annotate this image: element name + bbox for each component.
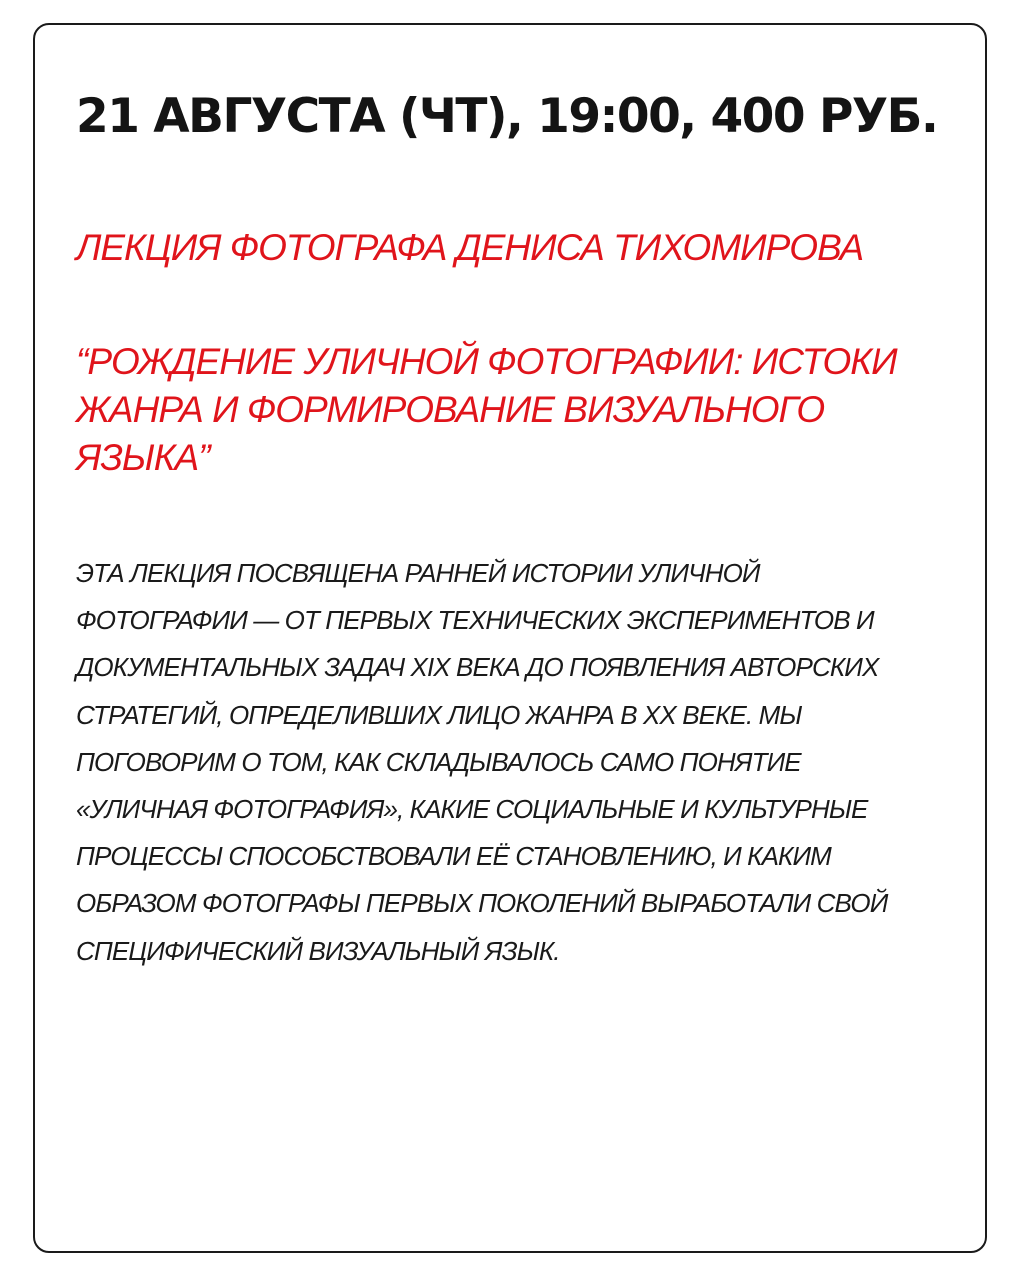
lecture-description xyxy=(76,550,956,975)
description-line: ПРОЦЕССЫ СПОСОБСТВОВАЛИ ЕЁ СТАНОВЛЕНИЮ, И КАКИМ xyxy=(76,841,831,872)
description-line: СТРАТЕГИЙ, ОПРЕДЕЛИВШИХ ЛИЦО ЖАНРА В XX ВЕКЕ. МЫ xyxy=(76,699,802,730)
description-line: ФОТОГРАФИИ — ОТ ПЕРВЫХ ТЕХНИЧЕСКИХ ЭКСПЕРИМЕНТОВ И xyxy=(76,605,874,636)
description-line: ОБРАЗОМ ФОТОГРАФЫ ПЕРВЫХ ПОКОЛЕНИЙ ВЫРАБОТАЛИ СВОЙ xyxy=(76,888,888,919)
description-line: ПОГОВОРИМ О ТОМ, КАК СКЛАДЫВАЛОСЬ САМО ПОНЯТИЕ xyxy=(76,746,801,777)
description-line: ЭТА ЛЕКЦИЯ ПОСВЯЩЕНА РАННЕЙ ИСТОРИИ УЛИЧНОЙ xyxy=(76,558,760,588)
description-line: «УЛИЧНАЯ ФОТОГРАФИЯ», КАКИЕ СОЦИАЛЬНЫЕ И КУЛЬТУРНЫЕ xyxy=(76,794,868,825)
description-line: ДОКУМЕНТАЛЬНЫХ ЗАДАЧ XIX ВЕКА ДО ПОЯВЛЕНИЯ АВТОРСКИХ xyxy=(76,652,879,683)
lecture-title: “РОЖДЕНИЕ УЛИЧНОЙ ФОТОГРАФИИ: ИСТОКИ ЖАНРА И ФОРМИРОВАНИЕ ВИЗУАЛЬНОГО ЯЗЫКА” xyxy=(76,341,897,478)
lecturer-subtitle: ЛЕКЦИЯ ФОТОГРАФА ДЕНИСА ТИХОМИРОВА xyxy=(76,227,864,268)
description-line: СПЕЦИФИЧЕСКИЙ ВИЗУАЛЬНЫЙ ЯЗЫК. xyxy=(76,935,560,966)
event-date-price-headline: 21 АВГУСТА (ЧТ), 19:00, 400 РУБ. xyxy=(76,89,938,144)
